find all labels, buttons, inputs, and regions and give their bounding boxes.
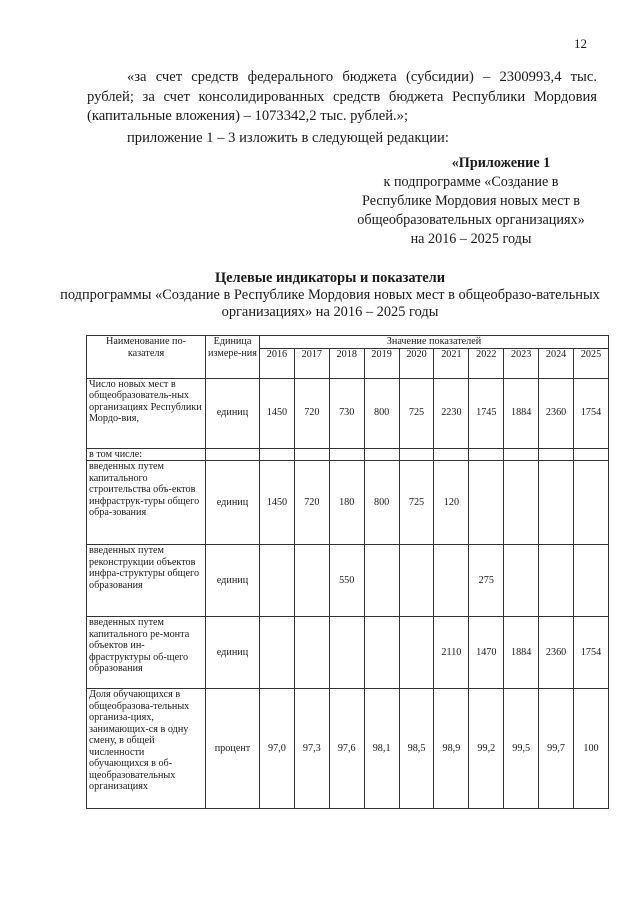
page-number: 12 xyxy=(574,36,587,51)
row-value: 2360 xyxy=(539,617,574,689)
table-row xyxy=(87,461,609,545)
appendix-line-4: на 2016 – 2025 годы xyxy=(410,231,532,247)
appendix-block xyxy=(340,154,602,249)
row-name: Доля обучающихся в общеобразова-тельных организа-циях, занимающих-ся в одну смену, в общей численности обучающихся в об-щеобразовательных организациях xyxy=(87,689,206,809)
row-value xyxy=(574,545,609,617)
row-unit: единиц xyxy=(206,545,260,617)
table-heading xyxy=(60,270,600,321)
row-value: 275 xyxy=(469,545,504,617)
row-value: 800 xyxy=(364,378,399,448)
row-name: Число новых мест в общеобразователь-ных организациях Республики Мордо-вия, xyxy=(87,378,206,448)
row-value: 97,6 xyxy=(329,689,364,809)
heading-title: Целевые индикаторы и показатели xyxy=(214,270,446,286)
intro-text xyxy=(87,68,597,148)
row-value xyxy=(539,448,574,461)
table-row xyxy=(87,617,609,689)
intro-paragraph-1: «за счет средств федерального бюджета (субсидии) – 2300993,4 тыс. рублей; за счет консолидированных средств бюджета Республики Мордовия (капитальные вложения) – 1073342,2 тыс. рублей.»; xyxy=(87,69,597,124)
appendix-line-2: Республике Мордовия новых мест в xyxy=(362,193,580,209)
indicators-table xyxy=(86,335,609,809)
row-value: 725 xyxy=(399,461,434,545)
header-year: 2022 xyxy=(469,348,504,378)
row-value: 180 xyxy=(329,461,364,545)
row-value xyxy=(260,448,295,461)
row-value: 98,9 xyxy=(434,689,469,809)
row-value xyxy=(504,448,539,461)
row-value xyxy=(469,448,504,461)
table-row xyxy=(87,448,609,461)
row-unit xyxy=(206,448,260,461)
row-value: 1450 xyxy=(260,461,295,545)
row-value xyxy=(294,617,329,689)
header-year: 2017 xyxy=(294,348,329,378)
header-name: Наименование по-казателя xyxy=(87,336,206,379)
row-value: 1754 xyxy=(574,378,609,448)
row-value xyxy=(539,461,574,545)
row-value: 720 xyxy=(294,378,329,448)
header-year: 2023 xyxy=(504,348,539,378)
row-value: 99,5 xyxy=(504,689,539,809)
row-value xyxy=(260,545,295,617)
row-name: введенных путем реконструкции объектов инфра-структуры общего образования xyxy=(87,545,206,617)
row-value: 99,7 xyxy=(539,689,574,809)
row-unit: единиц xyxy=(206,378,260,448)
row-value xyxy=(329,617,364,689)
row-name: в том числе: xyxy=(87,448,206,461)
row-value xyxy=(294,545,329,617)
header-year: 2021 xyxy=(434,348,469,378)
row-value: 800 xyxy=(364,461,399,545)
row-value xyxy=(399,448,434,461)
row-value: 120 xyxy=(434,461,469,545)
header-year: 2016 xyxy=(260,348,295,378)
row-value xyxy=(539,545,574,617)
header-year: 2024 xyxy=(539,348,574,378)
row-value: 1745 xyxy=(469,378,504,448)
row-value: 2110 xyxy=(434,617,469,689)
row-value xyxy=(434,448,469,461)
header-year: 2019 xyxy=(364,348,399,378)
row-value xyxy=(364,448,399,461)
row-value xyxy=(434,545,469,617)
row-value xyxy=(294,448,329,461)
appendix-line-1: к подпрограмме «Создание в xyxy=(383,174,559,190)
appendix-title: «Приложение 1 xyxy=(451,155,551,171)
row-value xyxy=(399,617,434,689)
row-value: 1450 xyxy=(260,378,295,448)
row-value xyxy=(364,545,399,617)
header-year: 2018 xyxy=(329,348,364,378)
table-row xyxy=(87,545,609,617)
row-value: 2360 xyxy=(539,378,574,448)
row-value: 1470 xyxy=(469,617,504,689)
row-value: 1754 xyxy=(574,617,609,689)
header-year: 2020 xyxy=(399,348,434,378)
row-value xyxy=(399,545,434,617)
row-unit: единиц xyxy=(206,461,260,545)
row-value xyxy=(364,617,399,689)
row-value: 97,3 xyxy=(294,689,329,809)
row-value xyxy=(329,448,364,461)
table-row xyxy=(87,689,609,809)
row-value: 100 xyxy=(574,689,609,809)
row-value: 1884 xyxy=(504,617,539,689)
row-value xyxy=(260,617,295,689)
row-value: 97,0 xyxy=(260,689,295,809)
row-value xyxy=(469,461,504,545)
header-year: 2025 xyxy=(574,348,609,378)
row-name: введенных путем капитального строительства объ-ектов инфраструк-туры общего обра-зования xyxy=(87,461,206,545)
header-values: Значение показателей xyxy=(260,336,609,349)
row-value xyxy=(574,461,609,545)
row-value: 725 xyxy=(399,378,434,448)
header-unit: Единица измере-ния xyxy=(206,336,260,379)
row-value: 550 xyxy=(329,545,364,617)
table-row xyxy=(87,378,609,448)
row-value: 2230 xyxy=(434,378,469,448)
row-value: 720 xyxy=(294,461,329,545)
heading-subtitle: подпрограммы «Создание в Республике Мордовия новых мест в общеобразо-вательных организациях» на 2016 – 2025 годы xyxy=(60,287,600,320)
row-value: 1884 xyxy=(504,378,539,448)
intro-paragraph-2: приложение 1 – 3 изложить в следующей редакции: xyxy=(127,129,449,146)
row-unit: процент xyxy=(206,689,260,809)
row-unit: единиц xyxy=(206,617,260,689)
row-value: 99,2 xyxy=(469,689,504,809)
row-value: 730 xyxy=(329,378,364,448)
row-value xyxy=(504,545,539,617)
row-value xyxy=(574,448,609,461)
row-value: 98,1 xyxy=(364,689,399,809)
row-value xyxy=(504,461,539,545)
row-name: введенных путем капитального ре-монта объектов ин-фраструктуры об-щего образования xyxy=(87,617,206,689)
appendix-line-3: общеобразовательных организациях» xyxy=(357,212,585,228)
row-value: 98,5 xyxy=(399,689,434,809)
